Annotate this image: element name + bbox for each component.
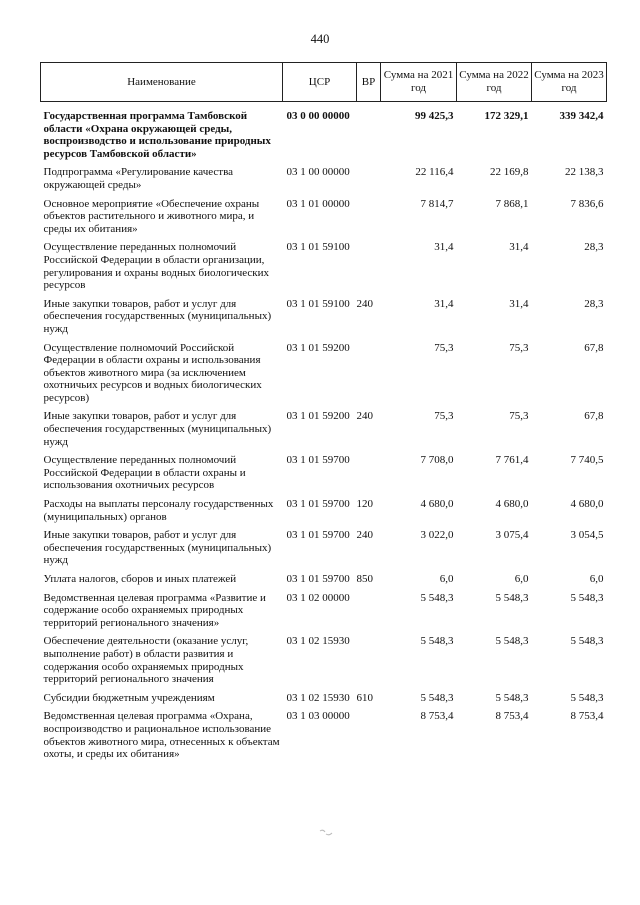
header-csr: ЦСР: [283, 63, 357, 102]
table-cell-csr: 03 1 02 15930: [286, 635, 350, 648]
table-cell-sum-2021: 5 548,3: [420, 591, 454, 604]
header-name: Наименование: [41, 63, 283, 102]
table-row: [41, 635, 607, 691]
table-cell-name: Основное мероприятие «Обеспечение охраны объектов растительного и животного мира, и среды их обитания»: [43, 197, 260, 235]
table-cell-sum-2023: 339 342,4: [559, 110, 604, 122]
table-cell-sum-2021: 75,3: [434, 410, 454, 423]
table-cell-sum-2021: 7 814,7: [420, 197, 454, 210]
table-row: [41, 298, 607, 342]
table-cell-sum-2021: 3 022,0: [420, 529, 454, 542]
table-cell-name: Осуществление переданных полномочий Российской Федерации в области организации, регулирования и охраны водных биологических ресурсов: [43, 241, 270, 292]
table-cell-name: Иные закупки товаров, работ и услуг для обеспечения государственных (муниципальных) нужд: [43, 410, 272, 448]
table-cell-csr: 03 1 01 59700: [286, 573, 350, 585]
table-cell-vr: [357, 710, 381, 766]
table-row: [41, 410, 607, 454]
header-sum-2023: Сумма на 2023 год: [532, 63, 607, 102]
table-row: [41, 573, 607, 592]
table-cell-sum-2023: 28,3: [584, 241, 604, 254]
table-cell-sum-2021: 8 753,4: [420, 710, 454, 723]
budget-table: [40, 62, 607, 767]
table-cell-csr: 03 1 01 59200: [286, 410, 350, 423]
table-cell-csr: 03 1 02 00000: [286, 591, 350, 604]
table-cell-sum-2022: 3 075,4: [495, 529, 529, 542]
table-row: [41, 454, 607, 498]
table-cell-sum-2022: 4 680,0: [495, 498, 529, 511]
table-cell-vr: [357, 454, 381, 498]
table-cell-sum-2021: 22 116,4: [415, 166, 454, 179]
table-cell-vr: [357, 592, 381, 636]
table-cell-csr: 03 1 01 59100: [286, 297, 350, 310]
table-cell-sum-2021: 4 680,0: [420, 498, 454, 511]
table-cell-sum-2021: 5 548,3: [420, 635, 454, 648]
table-header-row: [41, 63, 607, 102]
table-cell-csr: 03 1 03 00000: [286, 710, 350, 723]
table-row: [41, 592, 607, 636]
table-cell-csr: 03 1 00 00000: [286, 166, 350, 179]
table-cell-sum-2021: 99 425,3: [415, 110, 454, 122]
table-cell-sum-2023: 5 548,3: [570, 635, 604, 648]
table-cell-sum-2023: 6,0: [589, 573, 604, 585]
table-row: [41, 529, 607, 573]
table-cell-csr: 03 1 01 00000: [286, 197, 350, 210]
table-row: [41, 198, 607, 242]
table-cell-sum-2023: 3 054,5: [570, 529, 604, 542]
table-cell-sum-2022: 172 329,1: [484, 110, 529, 122]
table-cell-sum-2023: 7 836,6: [570, 197, 604, 210]
table-row: [41, 241, 607, 297]
table-cell-sum-2022: 5 548,3: [495, 691, 529, 704]
table-cell-vr: [357, 110, 381, 166]
table-cell-vr: 850: [356, 573, 373, 585]
table-cell-vr: [357, 198, 381, 242]
table-cell-name: Ведомственная целевая программа «Развитие и содержание особо охраняемых природных территорий регионального значения»: [43, 591, 266, 629]
table-cell-sum-2022: 5 548,3: [495, 635, 529, 648]
table-cell-name: Подпрограмма «Регулирование качества окружающей среды»: [43, 166, 234, 191]
table-row: [41, 710, 607, 766]
table-row: [41, 166, 607, 197]
table-cell-sum-2022: 75,3: [509, 410, 529, 423]
table-cell-sum-2022: 31,4: [509, 241, 529, 254]
table-cell-sum-2022: 5 548,3: [495, 591, 529, 604]
table-cell-name: Иные закупки товаров, работ и услуг для обеспечения государственных (муниципальных) нужд: [43, 529, 272, 567]
table-cell-sum-2021: 31,4: [434, 241, 454, 254]
table-cell-sum-2023: 67,8: [584, 410, 604, 423]
table-cell-csr: 03 1 01 59700: [286, 454, 350, 467]
header-sum-2022: Сумма на 2022 год: [457, 63, 532, 102]
table-cell-name: Уплата налогов, сборов и иных платежей: [43, 573, 237, 585]
table-row: [41, 110, 607, 166]
table-cell-sum-2021: 6,0: [439, 573, 454, 585]
table-cell-csr: 03 1 01 59700: [286, 498, 350, 511]
table-cell-csr: 03 1 02 15930: [286, 691, 350, 704]
table-row: [41, 498, 607, 529]
table-cell-sum-2021: 5 548,3: [420, 691, 454, 704]
table-cell-name: Обеспечение деятельности (оказание услуг, выполнение работ) в области развития и содержания особо охраняемых природных территорий регионального значения: [43, 635, 249, 686]
table-cell-sum-2023: 22 138,3: [565, 166, 604, 179]
table-cell-sum-2023: 5 548,3: [570, 591, 604, 604]
table-cell-vr: 240: [356, 297, 373, 310]
table-cell-name: Субсидии бюджетным учреждениям: [43, 691, 215, 704]
table-cell-sum-2021: 75,3: [434, 341, 454, 354]
table-cell-vr: [357, 635, 381, 691]
table-cell-vr: 240: [356, 529, 373, 542]
table-cell-sum-2023: 28,3: [584, 297, 604, 310]
table-cell-name: Осуществление переданных полномочий Российской Федерации в области охраны и использования охотничьих ресурсов: [43, 454, 246, 492]
table-cell-name: Ведомственная целевая программа «Охрана, воспроизводство и рациональное использование объектов животного мира, отнесенных к объектам охоты, и среды их обитания»: [43, 710, 280, 761]
table-cell-sum-2022: 7 761,4: [495, 454, 529, 467]
scan-smudge-mark: [318, 828, 334, 838]
table-cell-sum-2023: 5 548,3: [570, 691, 604, 704]
table-cell-name: Иные закупки товаров, работ и услуг для обеспечения государственных (муниципальных) нужд: [43, 297, 272, 335]
table-cell-vr: 610: [356, 691, 373, 704]
header-vr: ВР: [357, 63, 381, 102]
table-cell-sum-2023: 7 740,5: [570, 454, 604, 467]
table-cell-sum-2022: 7 868,1: [495, 197, 529, 210]
table-cell-name: Расходы на выплаты персоналу государственных (муниципальных) органов: [43, 498, 274, 523]
table-cell-sum-2022: 6,0: [514, 573, 529, 585]
table-cell-csr: 03 1 01 59200: [286, 341, 350, 354]
table-cell-name: Осуществление полномочий Российской Федерации в области охраны и использования объектов животного мира (за исключением охотничьих ресурсов и водных биологических ресурсов): [43, 341, 262, 404]
table-row: [41, 342, 607, 411]
header-sum-2021: Сумма на 2021 год: [381, 63, 457, 102]
table-spacer: [41, 102, 607, 111]
table-cell-vr: [357, 342, 381, 411]
table-cell-sum-2021: 31,4: [434, 297, 454, 310]
table-cell-sum-2023: 67,8: [584, 341, 604, 354]
table-cell-name: Государственная программа Тамбовской области «Охрана окружающей среды, воспроизводство и использование природных ресурсов Тамбовской области»: [43, 110, 271, 160]
table-cell-sum-2023: 8 753,4: [570, 710, 604, 723]
table-cell-sum-2022: 31,4: [509, 297, 529, 310]
table-cell-sum-2022: 22 169,8: [490, 166, 529, 179]
table-cell-vr: 120: [356, 498, 373, 511]
table-cell-vr: [357, 166, 381, 197]
table-cell-vr: [357, 241, 381, 297]
page-number: 440: [310, 32, 330, 46]
table-cell-sum-2022: 75,3: [509, 341, 529, 354]
table-cell-csr: 03 0 00 00000: [286, 110, 350, 122]
table-cell-sum-2023: 4 680,0: [570, 498, 604, 511]
table-cell-csr: 03 1 01 59100: [286, 241, 350, 254]
table-cell-sum-2021: 7 708,0: [420, 454, 454, 467]
table-cell-sum-2022: 8 753,4: [495, 710, 529, 723]
table-row: [41, 692, 607, 711]
table-cell-csr: 03 1 01 59700: [286, 529, 350, 542]
table-cell-vr: 240: [356, 410, 373, 423]
